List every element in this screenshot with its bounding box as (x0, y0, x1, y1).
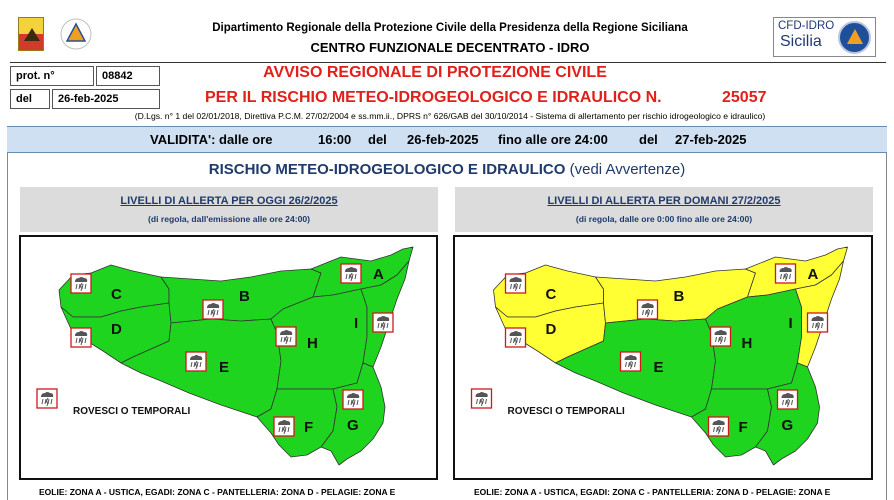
today-thunderstorm-icon (203, 300, 223, 319)
validity-to-label: fino alle ore 24:00 (498, 132, 608, 147)
validity-from-time: 16:00 (318, 132, 352, 147)
tomorrow-map-svg (455, 237, 873, 480)
section-title-text: RISCHIO METEO-IDROGEOLOGICO E IDRAULICO (208, 161, 566, 178)
today-subtitle: (di regola, dall'emissione alle ore 24:00) (147, 214, 311, 224)
tomorrow-thunderstorm-icon (709, 417, 729, 436)
today-zone-i-label: I (354, 315, 359, 332)
today-thunderstorm-icon (71, 328, 91, 347)
section-title-sub: (vedi Avvertenze) (569, 161, 686, 178)
today-thunderstorm-icon (341, 264, 361, 283)
today-zone-c-label: C (111, 286, 122, 303)
tomorrow-thunderstorm-icon (776, 264, 796, 283)
validity-from-date: 26-feb-2025 (407, 132, 479, 147)
header-divider (10, 62, 886, 63)
del-label: del (10, 89, 50, 109)
tomorrow-thunderstorm-icon (506, 274, 526, 293)
today-header (20, 187, 438, 232)
tomorrow-zone-i-label: I (788, 315, 793, 332)
section-title (7, 161, 887, 178)
tomorrow-islands-note: EOLIE: ZONA A - USTICA, EGADI: ZONA C - PANTELLERIA: ZONA D - PELAGIE: ZONA E (474, 487, 831, 497)
today-thunderstorm-icon (186, 352, 206, 371)
centre-name: CENTRO FUNZIONALE DECENTRATO - IDRO (310, 40, 590, 55)
tomorrow-thunderstorm-icon (711, 327, 731, 346)
today-map (19, 235, 438, 480)
today-zone-a-label: A (373, 266, 384, 283)
del-value: 26-feb-2025 (52, 89, 160, 109)
tomorrow-zone-g-label: G (781, 417, 794, 434)
today-map-svg (21, 237, 438, 480)
today-thunderstorm-icon (343, 390, 363, 409)
tomorrow-zone-f-label: F (738, 419, 748, 436)
today-thunderstorm-icon (37, 389, 57, 408)
avviso-title: AVVISO REGIONALE DI PROTEZIONE CIVILE (263, 64, 607, 81)
validity-bar (7, 126, 887, 153)
today-zone-d-label: D (111, 321, 122, 338)
tomorrow-zone-c-label: C (545, 286, 557, 303)
cfd-label: CFD-IDRO (778, 20, 835, 32)
validity-del-1: del (368, 132, 387, 147)
tomorrow-subtitle: (di regola, dalle ore 0:00 fino alle ore 24:00) (575, 214, 753, 224)
today-title: LIVELLI DI ALLERTA PER OGGI 26/2/2025 (120, 195, 338, 207)
tomorrow-thunderstorm-icon (506, 328, 526, 347)
sicilia-logo-icon (18, 17, 44, 51)
prot-value: 08842 (96, 66, 160, 86)
tomorrow-zone-e-label: E (653, 359, 664, 376)
cfd-region: Sicilia (780, 33, 822, 50)
today-rovesci-label: ROVESCI O TEMPORALI (73, 406, 191, 417)
tomorrow-map (453, 235, 873, 480)
today-thunderstorm-icon (276, 327, 296, 346)
today-thunderstorm-icon (274, 417, 294, 436)
validity-del-2: del (639, 132, 658, 147)
avviso-number: 25057 (722, 89, 767, 106)
today-zone-h-label: H (307, 335, 318, 352)
today-thunderstorm-icon (373, 313, 393, 332)
prot-label: prot. n° (10, 66, 94, 86)
today-zone-b-label: B (239, 288, 250, 305)
tomorrow-zone-d-label: D (545, 321, 557, 338)
tomorrow-rovesci-label: ROVESCI O TEMPORALI (507, 406, 625, 417)
cfd-emblem-icon (838, 21, 871, 54)
tomorrow-thunderstorm-icon (472, 389, 492, 408)
today-islands-note: EOLIE: ZONA A - USTICA, EGADI: ZONA C - PANTELLERIA: ZONA D - PELAGIE: ZONA E (39, 487, 396, 497)
tomorrow-zone-a-label: A (807, 266, 819, 283)
tomorrow-thunderstorm-icon (621, 352, 641, 371)
legal-reference: (D.Lgs. n° 1 del 02/01/2018, Direttiva P.C.M. 27/02/2004 e ss.mm.ii., DPRS n° 626/GAB del 30/10/2014 - Sistema di allertamento per rischio idrogeologico e idraulico) (134, 111, 766, 121)
tomorrow-thunderstorm-icon (638, 300, 658, 319)
validity-label: VALIDITA': dalle ore (150, 132, 273, 147)
tomorrow-thunderstorm-icon (808, 313, 828, 332)
validity-to-date: 27-feb-2025 (675, 132, 747, 147)
protezione-civile-logo-icon (56, 17, 96, 53)
tomorrow-title: LIVELLI DI ALLERTA PER DOMANI 27/2/2025 (547, 195, 781, 207)
tomorrow-zone-b-label: B (673, 288, 685, 305)
avviso-subtitle: PER IL RISCHIO METEO-IDROGEOLOGICO E IDRAULICO N. (205, 89, 662, 106)
today-zone-f-label: F (304, 419, 314, 436)
today-zone-e-label: E (219, 359, 230, 376)
today-thunderstorm-icon (71, 274, 91, 293)
department-name: Dipartimento Regionale della Protezione Civile della Presidenza della Regione Siciliana (212, 22, 688, 34)
tomorrow-thunderstorm-icon (778, 390, 798, 409)
today-zone-g-label: G (347, 417, 359, 434)
tomorrow-header (455, 187, 873, 232)
tomorrow-zone-h-label: H (741, 335, 753, 352)
